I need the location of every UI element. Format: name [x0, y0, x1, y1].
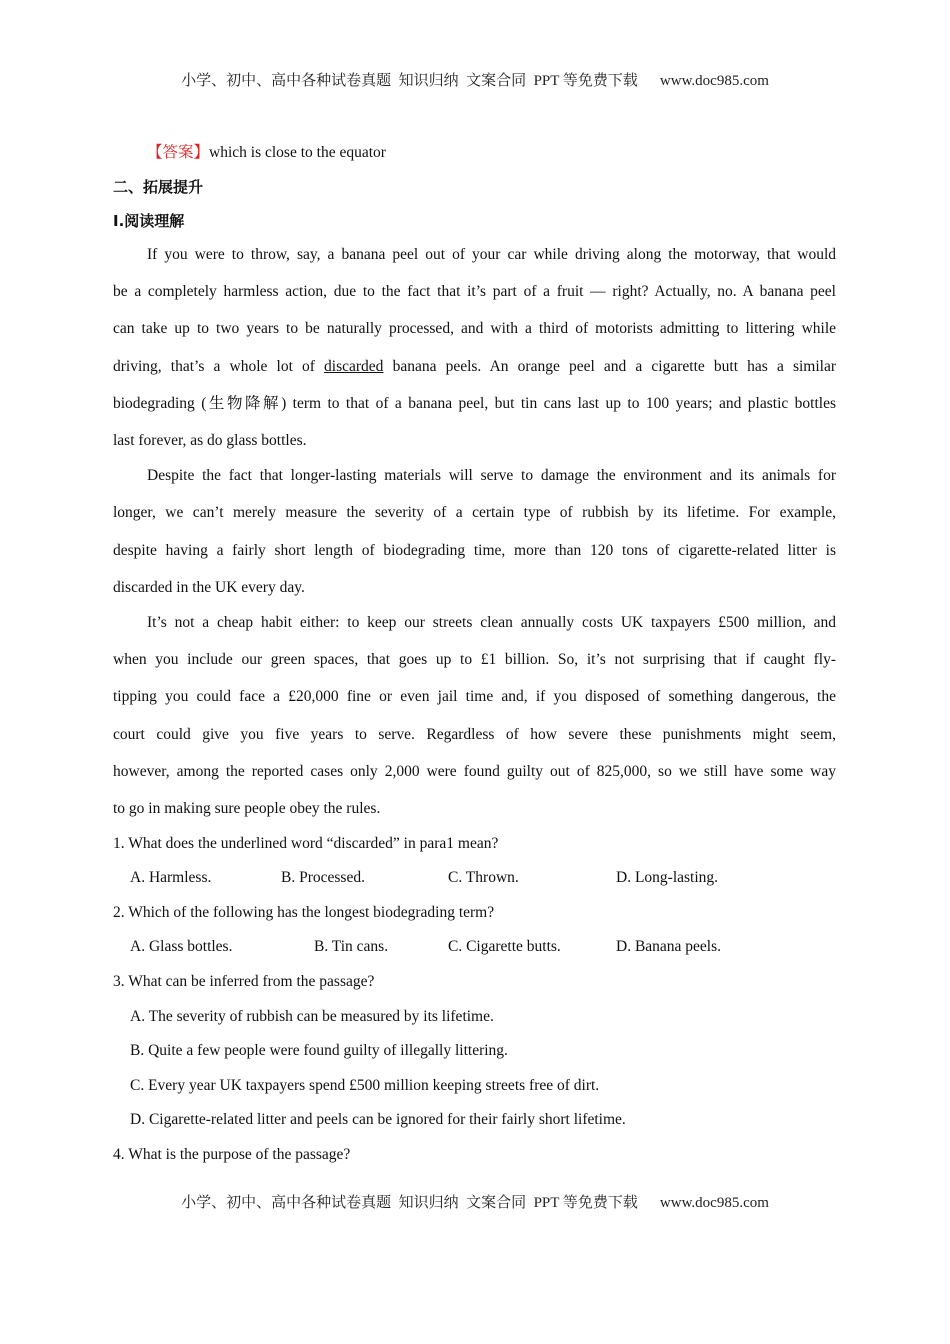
page-header [0, 69, 950, 90]
q3-option-d: D. Cigarette-related litter and peels can be ignored for their fairly short lifetime. [130, 1111, 626, 1128]
passage-p1-line5: biodegrading (生物降解) term to that of a banana peel, but tin cans last up to 100 years; and plastic bottles [113, 395, 836, 412]
question-1-options [113, 868, 836, 888]
underlined-word-discarded: discarded [324, 358, 384, 375]
passage-p1-line4 [113, 357, 836, 377]
passage-p1-line6: last forever, as do glass bottles. [113, 432, 307, 449]
page-footer [0, 1191, 950, 1212]
q3-option-a: A. The severity of rubbish can be measured by its lifetime. [130, 1008, 494, 1025]
subsection-title: I.阅读理解 [113, 212, 185, 230]
header-url[interactable]: www.doc985.com [659, 73, 769, 89]
question-2-stem: 2. Which of the following has the longest biodegrading term? [113, 904, 495, 921]
q2-option-a: A. Glass bottles. [130, 938, 233, 955]
passage-p3-line5: however, among the reported cases only 2,000 were found guilty out of 825,000, so we still have some way [113, 763, 836, 780]
question-4-stem: 4. What is the purpose of the passage? [113, 1146, 351, 1163]
text-segment: driving, that’s a whole lot of [113, 358, 325, 375]
q1-option-c: C. Thrown. [448, 869, 519, 886]
passage-p3-line1: It’s not a cheap habit either: to keep our streets clean annually costs UK taxpayers £500 million, and [147, 614, 836, 631]
answer-text: which is close to the equator [209, 144, 386, 161]
passage-p3-line3: tipping you could face a £20,000 fine or even jail time and, if you disposed of something dangerous, the [113, 688, 836, 705]
footer-text: 小学、初中、高中各种试卷真题 知识归纳 文案合同 PPT 等免费下载 [181, 1195, 638, 1211]
passage-p3-line2: when you include our green spaces, that goes up to £1 billion. So, it’s not surprising that if caught fly- [113, 651, 836, 668]
question-1-stem: 1. What does the underlined word “discarded” in para1 mean? [113, 835, 499, 852]
q2-option-b: B. Tin cans. [314, 938, 389, 955]
q1-option-d: D. Long-lasting. [616, 869, 719, 886]
q3-option-b: B. Quite a few people were found guilty of illegally littering. [130, 1042, 508, 1059]
question-3-stem: 3. What can be inferred from the passage? [113, 973, 375, 990]
passage-p2-line3: despite having a fairly short length of biodegrading time, more than 120 tons of cigarette-related litter is [113, 542, 836, 559]
q2-option-d: D. Banana peels. [616, 938, 722, 955]
q1-option-b: B. Processed. [281, 869, 365, 886]
passage-p1-line2: be a completely harmless action, due to the fact that it’s part of a fruit — right? Actually, no. A banana peel [113, 283, 836, 300]
footer-url[interactable]: www.doc985.com [659, 1195, 769, 1211]
q1-option-a: A. Harmless. [130, 869, 212, 886]
answer-line [147, 143, 386, 163]
passage-p2-line4: discarded in the UK every day. [113, 579, 305, 596]
question-2-options [113, 937, 836, 957]
section-title: 二、拓展提升 [113, 178, 204, 196]
answer-tag: 【答案】 [147, 144, 210, 161]
passage-p1-line3: can take up to two years to be naturally processed, and with a third of motorists admitting to littering while [113, 320, 836, 337]
header-text: 小学、初中、高中各种试卷真题 知识归纳 文案合同 PPT 等免费下载 [181, 73, 638, 89]
text-segment: banana peels. An orange peel and a cigarette butt has a similar [383, 358, 836, 375]
q3-option-c: C. Every year UK taxpayers spend £500 million keeping streets free of dirt. [130, 1077, 600, 1094]
passage-p3-line4: court could give you five years to serve. Regardless of how severe these punishments might seem, [113, 726, 836, 743]
passage-p2-line2: longer, we can’t merely measure the severity of a certain type of rubbish by its lifetime. For example, [113, 504, 836, 521]
passage-p1-line1: If you were to throw, say, a banana peel out of your car while driving along the motorway, that would [147, 246, 836, 263]
passage-p2-line1: Despite the fact that longer-lasting materials will serve to damage the environment and its animals for [147, 467, 836, 484]
q2-option-c: C. Cigarette butts. [448, 938, 561, 955]
passage-p3-line6: to go in making sure people obey the rules. [113, 800, 381, 817]
